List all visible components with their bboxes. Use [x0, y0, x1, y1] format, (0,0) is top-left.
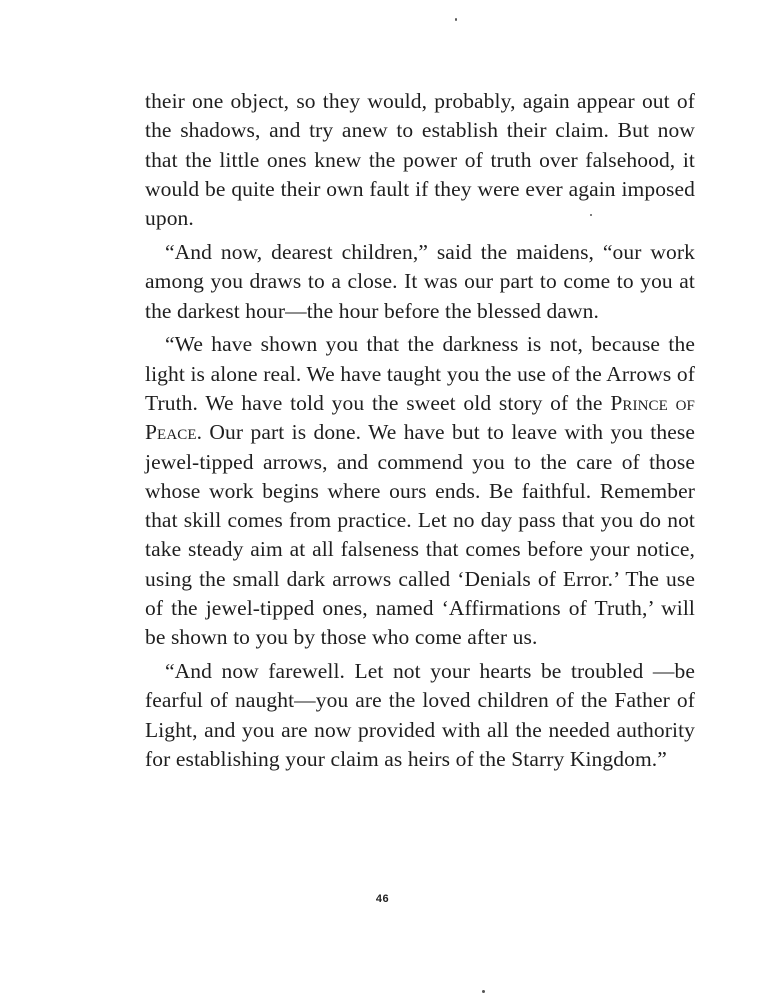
- print-speck: [455, 18, 457, 21]
- paragraph: [145, 330, 695, 652]
- paragraph-text: “And now, dearest children,” said the maidens, “our work among you draws to a close. It was our part to come to you at the darkest hour—the hour before the blessed dawn.: [145, 239, 695, 323]
- print-speck: [482, 990, 485, 993]
- paragraph: [145, 657, 695, 774]
- paragraph-text: “We have shown you that the darkness is not, because the light is alone real. We have taught you the use of the Arrows of Truth. We have told you the sweet old story of the: [145, 332, 695, 415]
- page-number: 46: [375, 893, 390, 905]
- paragraph: [145, 238, 695, 326]
- small-caps-phrase: Prince of Peace: [145, 390, 695, 445]
- body-text: [145, 87, 695, 779]
- paragraph-text: their one object, so they would, probably, again appear out of the shadows, and try anew to establish their claim. But now that the little ones knew the power of truth over falsehood, it would be quite their own fault if they were ever again imposed upon.: [145, 89, 695, 231]
- paragraph-text: . Our part is done. We have but to leave with you these jewel-tipped arrows, and commend you to the care of those whose work begins where ours ends. Be faithful. Remember that skill comes from practice. Let no day pass that you do not take steady aim at all falseness that comes before your notice, using the small dark arrows called ‘Denials of Error.’ The use of the jewel-tipped ones, named ‘Affirmations of Truth,’ will be shown to you by those who come after us.: [145, 420, 695, 650]
- paragraph-text: “And now farewell. Let not your hearts be troubled —be fearful of naught—you are the loved children of the Father of Light, and you are now provided with all the needed authority for establishing your claim as heirs of the Starry Kingdom.”: [145, 659, 695, 772]
- paragraph: [145, 87, 695, 233]
